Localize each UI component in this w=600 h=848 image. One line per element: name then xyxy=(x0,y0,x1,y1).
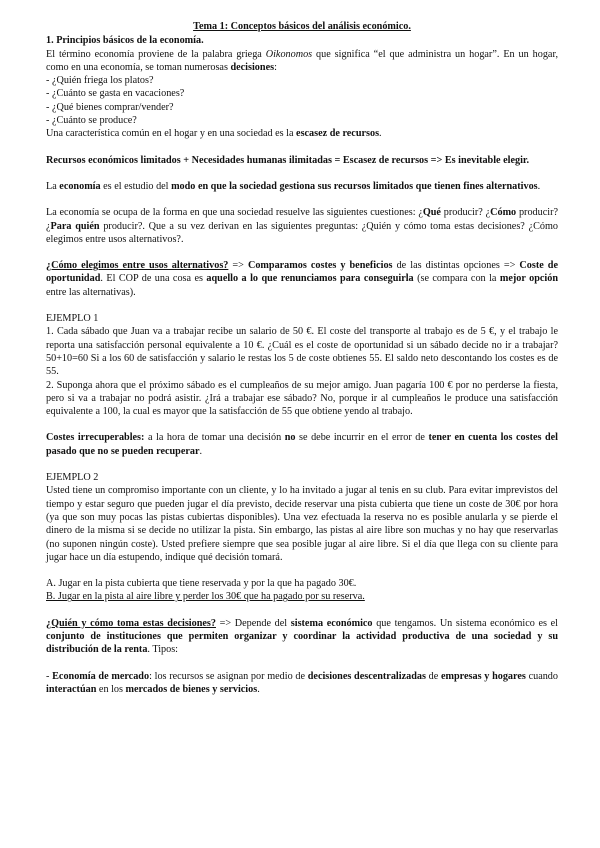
list-item: - ¿Cuánto se produce? xyxy=(46,115,137,127)
intro-paragraph: El término economía proviene de la palabra griega Oikonomos que significa “el que administra un hogar”. En un hogar, como en una economía, se toman numerosas decisiones: xyxy=(46,48,558,73)
example-1-part-2: 2. Suponga ahora que el próximo sábado es el cumpleaños de su mejor amigo. Juan pagaría 100 € por no perderse la fiesta, pero si va a trabajar no podrá asistir. ¿Irá a trabajar ese sábado? No, porque ir al cumpleaños le produce una satisfacción equivalente a 100, la cual es mayor que la satisfacción de 55 que obtiene yendo al trabajo. xyxy=(46,379,558,418)
document-page xyxy=(46,20,558,696)
economic-questions: La economía se ocupa de la forma en que una sociedad resuelve las siguientes cuestiones: ¿Qué producir? ¿Cómo producir? ¿Para quién producir?. Que a su vez derivan en las siguientes preguntas: ¿Quién y cómo toma estas decisiones? ¿Cómo elegimos entre usos alternativos?. xyxy=(46,207,558,245)
scarcity-equation: Recursos económicos limitados + Necesidades humanas ilimitadas = Escasez de recursos => Es inevitable elegir. xyxy=(46,154,530,166)
list-item: - ¿Cuánto se gasta en vacaciones? xyxy=(46,88,185,100)
list-item: - ¿Quién friega los platos? xyxy=(46,75,154,87)
example-2-title: EJEMPLO 2 xyxy=(46,472,99,484)
option-a: A. Jugar en la pista cubierta que tiene reservada y por la que ha pagado 30€. xyxy=(46,578,357,590)
sunk-costs-paragraph: Costes irrecuperables: a la hora de tomar una decisión no se debe incurrir en el error de tener en cuenta los costes del pasado que no se pueden recuperar. xyxy=(46,432,559,457)
economic-system-paragraph: ¿Quién y cómo toma estas decisiones? => Depende del sistema económico que tengamos. Un sistema económico es el conjunto de instituciones que permiten organizar y coordinar la actividad productiva de una sociedad y su distribución de la renta. Tipos: xyxy=(46,617,559,656)
example-1-part-1: 1. Cada sábado que Juan va a trabajar recibe un salario de 50 €. El coste del transporte al trabajo es de 5 €, y el trabajo le reporta una satisfacción personal equivalente a 10 €. ¿Cuál es el coste de oportunidad si un sábado decide no ir a trabajar? 50+10=60 Si a los 60 de satisfacción y salario le restas los 5 de coste obtienes 55. El saldo neto descontando los costes es de 55. xyxy=(46,326,558,378)
economy-definition: La economía es el estudio del modo en que la sociedad gestiona sus recursos limitados que tienen fines alternativos. xyxy=(46,180,541,192)
section-heading: 1. Principios básicos de la economía. xyxy=(46,35,204,47)
option-b: B. Jugar en la pista al aire libre y perder los 30€ que ha pagado por su reserva. xyxy=(46,591,365,603)
opportunity-cost-paragraph: ¿Cómo elegimos entre usos alternativos? => Comparamos costes y beneficios de las distintas opciones => Coste de oportunidad. El COP de una cosa es aquello a lo que renunciamos para conseguirla (se compara con la mejor opción entre las alternativas). xyxy=(46,260,559,298)
market-economy-paragraph: - Economía de mercado: los recursos se asignan por medio de decisiones descentralizadas de empresas y hogares cuando interactúan en los mercados de bienes y servicios. xyxy=(46,670,558,695)
list-item: - ¿Qué bienes comprar/vender? xyxy=(46,101,174,113)
example-1-title: EJEMPLO 1 xyxy=(46,313,99,325)
document-title: Tema 1: Conceptos básicos del análisis económico. xyxy=(193,21,411,32)
example-2-paragraph: Usted tiene un compromiso importante con un cliente, y lo ha invitado a jugar al tenis en su club. Para evitar imprevistos del tiempo y estar seguro que pueden jugar el día previsto, decide reservar una pista cubierta que tiene un coste de 30€ por hora (ya que son muy pocas las pistas cubiertas disponibles). Una vez efectuada la reserva no es posible anularla y se pierde el dinero de la misma si se decide no utilizar la pista. Sin embargo, las pistas al aire libre son muchas y no hay que reservarlas (no suponen ningún coste). Usted prefiere siempre que sea posible jugar al aire libre. Si el día que llega con su cliente para jugar hace un día estupendo, indique qué decisión tomará. xyxy=(46,485,558,563)
scarcity-line: Una característica común en el hogar y en una sociedad es la escasez de recursos. xyxy=(46,128,382,140)
